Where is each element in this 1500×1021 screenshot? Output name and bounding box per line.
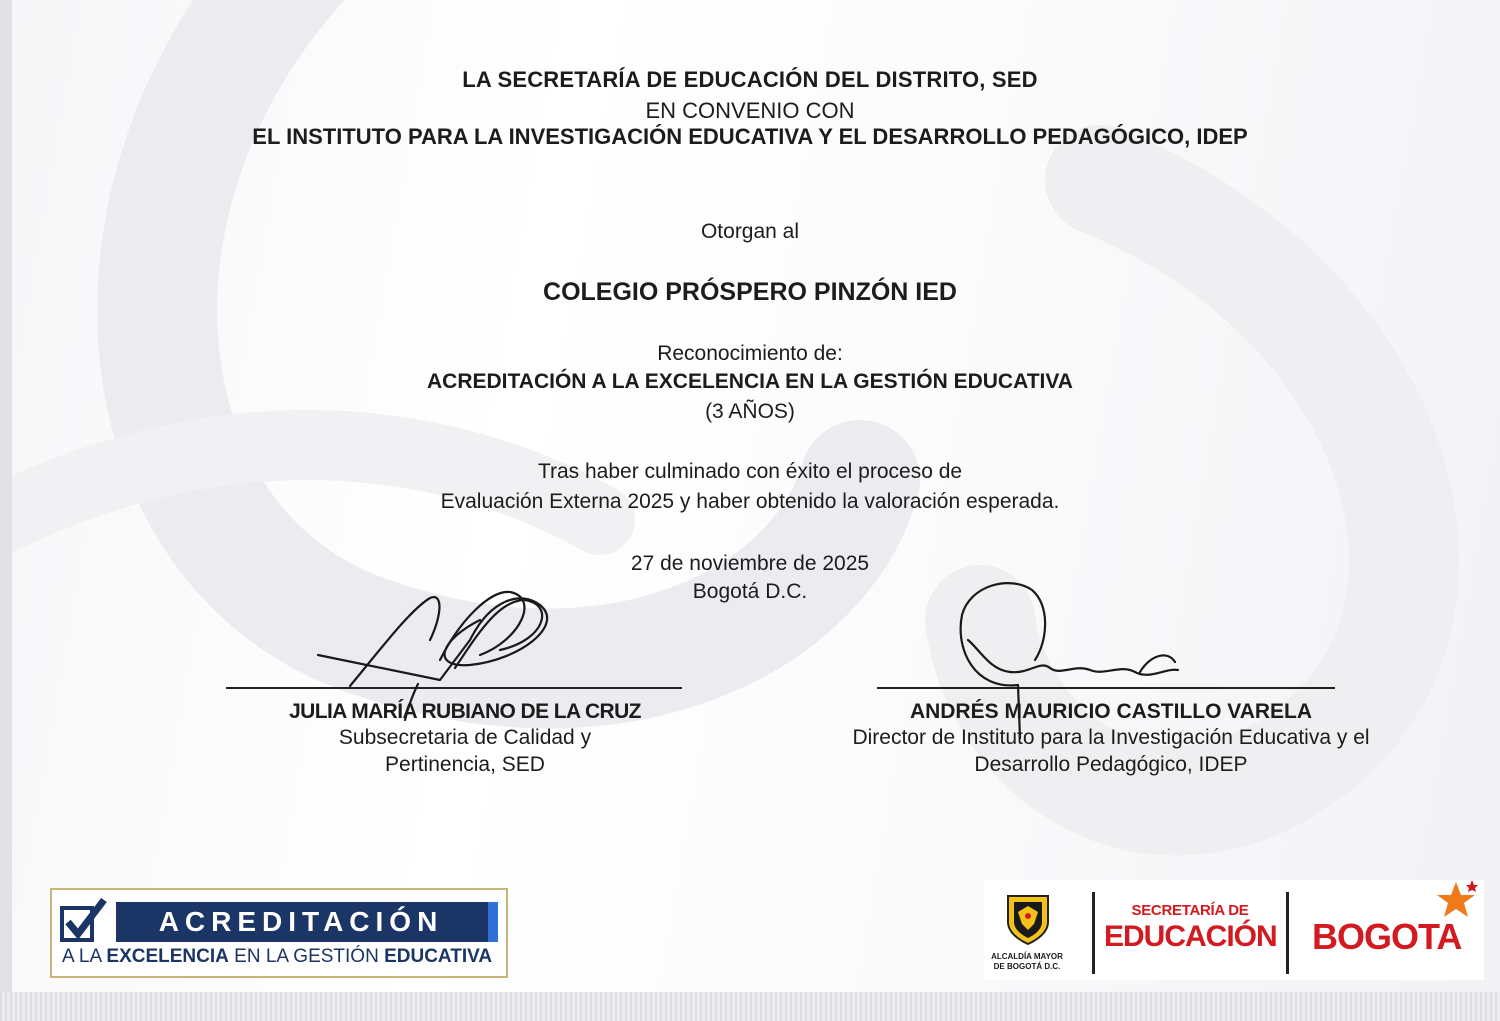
alcaldia-text (984, 952, 1070, 972)
award-recipient: COLEGIO PRÓSPERO PINZÓN IED (543, 278, 957, 306)
alcaldia-line-1: ALCALDÍA MAYOR (991, 952, 1063, 961)
acreditacion-sub-b: EXCELENCIA (106, 946, 229, 967)
acreditacion-subtitle (62, 946, 498, 968)
acreditacion-sub-d: EDUCATIVA (384, 946, 493, 967)
star-icon (1434, 880, 1478, 920)
secretaria-big-text: EDUCACIÓN (1104, 920, 1277, 953)
issue-city: Bogotá D.C. (692, 580, 808, 603)
recognition-label: Reconocimiento de: (657, 342, 843, 365)
signer-right-name: ANDRÉS MAURICIO CASTILLO VARELA (909, 700, 1313, 723)
acreditacion-logo (50, 888, 508, 978)
bogota-logo-text: BOGOTA (1312, 916, 1462, 957)
award-intro: Otorgan al (700, 220, 800, 243)
acreditacion-bar-accent (488, 902, 498, 942)
signer-left-role-2: Pertinencia, SED (385, 753, 545, 776)
reason-line-1: Tras haber culminado con éxito el proceso de (537, 460, 963, 483)
reason-line-2: Evaluación Externa 2025 y haber obtenido la valoración esperada. (440, 490, 1060, 513)
signer-left-name: JULIA MARÍA RUBIANO DE LA CRUZ (289, 700, 641, 723)
institution-logos (984, 880, 1484, 980)
secretaria-small-text: SECRETARÍA DE (1131, 902, 1249, 919)
signer-left-role-1: Subsecretaria de Calidad y (338, 726, 592, 749)
signer-left (226, 700, 704, 778)
acreditacion-sub-a: A LA (62, 946, 102, 967)
recognition-title: ACREDITACIÓN A LA EXCELENCIA EN LA GESTIÓN EDUCATIVA (427, 370, 1073, 393)
logo-separator-2 (1286, 892, 1289, 974)
header-line-1: LA SECRETARÍA DE EDUCACIÓN DEL DISTRITO, SED (462, 67, 1038, 92)
recognition-duration: (3 AÑOS) (705, 400, 795, 423)
acreditacion-title: ACREDITACIÓN (158, 906, 444, 937)
issue-date: 27 de noviembre de 2025 (630, 552, 870, 575)
coat-of-arms-icon (1004, 892, 1052, 946)
header-line-2: EN CONVENIO CON (645, 98, 855, 123)
alcaldia-line-2: DE BOGOTÁ D.C. (993, 962, 1061, 971)
signer-right-role-2: Desarrollo Pedagógico, IDEP (974, 753, 1248, 776)
signer-right (826, 700, 1396, 778)
checkmark-icon (60, 898, 108, 944)
header-line-3: EL INSTITUTO PARA LA INVESTIGACIÓN EDUCATIVA Y EL DESARROLLO PEDAGÓGICO, IDEP (252, 124, 1248, 149)
signer-right-role-1: Director de Instituto para la Investigación Educativa y el (852, 726, 1370, 749)
logo-separator-1 (1092, 892, 1095, 974)
acreditacion-sub-c: EN LA GESTIÓN (234, 946, 379, 967)
